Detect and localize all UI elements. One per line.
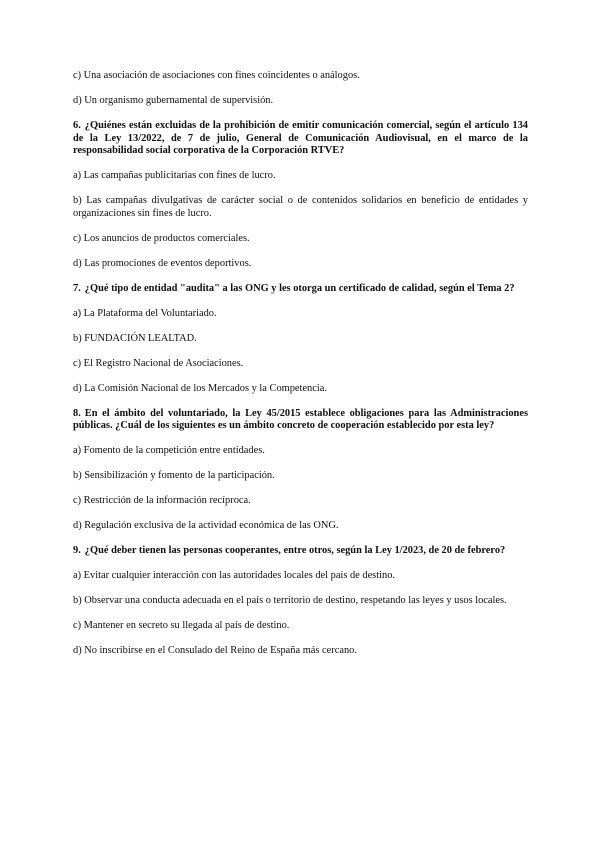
document-page	[73, 70, 528, 670]
answer-option-7d: d) La Comisión Nacional de los Mercados y la Competencia.	[73, 382, 327, 394]
question-text: ¿Qué tipo de entidad "audita" a las ONG y les otorga un certificado de calidad, según el Tema 2?	[84, 282, 515, 294]
answer-option-8d: d) Regulación exclusiva de la actividad económica de las ONG.	[73, 520, 339, 532]
question-number: 8.	[73, 407, 81, 419]
question-number: 7.	[73, 282, 81, 294]
answer-option-5c: c) Una asociación de asociaciones con fines coincidentes o análogos.	[73, 70, 360, 81]
answer-option-7a: a) La Plataforma del Voluntariado.	[73, 307, 217, 319]
question-6	[73, 120, 528, 158]
answer-option-7c: c) El Registro Nacional de Asociaciones.	[73, 357, 244, 369]
question-7	[73, 283, 528, 296]
question-text: ¿Qué deber tienen las personas cooperantes, entre otros, según la Ley 1/2023, de 20 de febrero?	[84, 545, 506, 557]
question-9	[73, 545, 528, 558]
question-text: En el ámbito del voluntariado, la Ley 45/2015 establece obligaciones para las Administraciones públicas. ¿Cuál de los siguientes es un ámbito concreto de cooperación establecido por esta ley?	[73, 407, 528, 432]
question-text: ¿Quiénes están excluidas de la prohibición de emitir comunicación comercial, según el artículo 134 de la Ley 13/2022, de 7 de julio, General de Comunicación Audiovisual, en el marco de la responsabilidad social corporativa de la Corporación RTVE?	[73, 119, 528, 157]
answer-option-7b: b) FUNDACIÓN LEALTAD.	[73, 332, 197, 344]
answer-option-6d: d) Las promociones de eventos deportivos.	[73, 257, 252, 269]
question-8	[73, 408, 528, 433]
answer-option-8c: c) Restricción de la información recíproca.	[73, 495, 251, 507]
question-number: 6.	[73, 119, 81, 131]
answer-option-9c: c) Mantener en secreto su llegada al país de destino.	[73, 620, 290, 632]
answer-option-6c: c) Los anuncios de productos comerciales.	[73, 232, 250, 244]
answer-option-8b: b) Sensibilización y fomento de la participación.	[73, 470, 275, 482]
answer-option-9d: d) No inscribirse en el Consulado del Reino de España más cercano.	[73, 645, 357, 657]
answer-option-8a: a) Fomento de la competición entre entidades.	[73, 445, 265, 457]
answer-option-6b: b) Las campañas divulgativas de carácter social o de contenidos solidarios en beneficio de entidades y organizaciones sin fines de lucro.	[73, 195, 528, 219]
answer-option-5d: d) Un organismo gubernamental de supervisión.	[73, 94, 274, 106]
answer-option-6a: a) Las campañas publicitarias con fines de lucro.	[73, 170, 276, 182]
answer-option-9b: b) Observar una conducta adecuada en el país o territorio de destino, respetando las leyes y usos locales.	[73, 595, 507, 607]
question-number: 9.	[73, 545, 81, 557]
answer-option-9a: a) Evitar cualquier interacción con las autoridades locales del país de destino.	[73, 570, 395, 582]
